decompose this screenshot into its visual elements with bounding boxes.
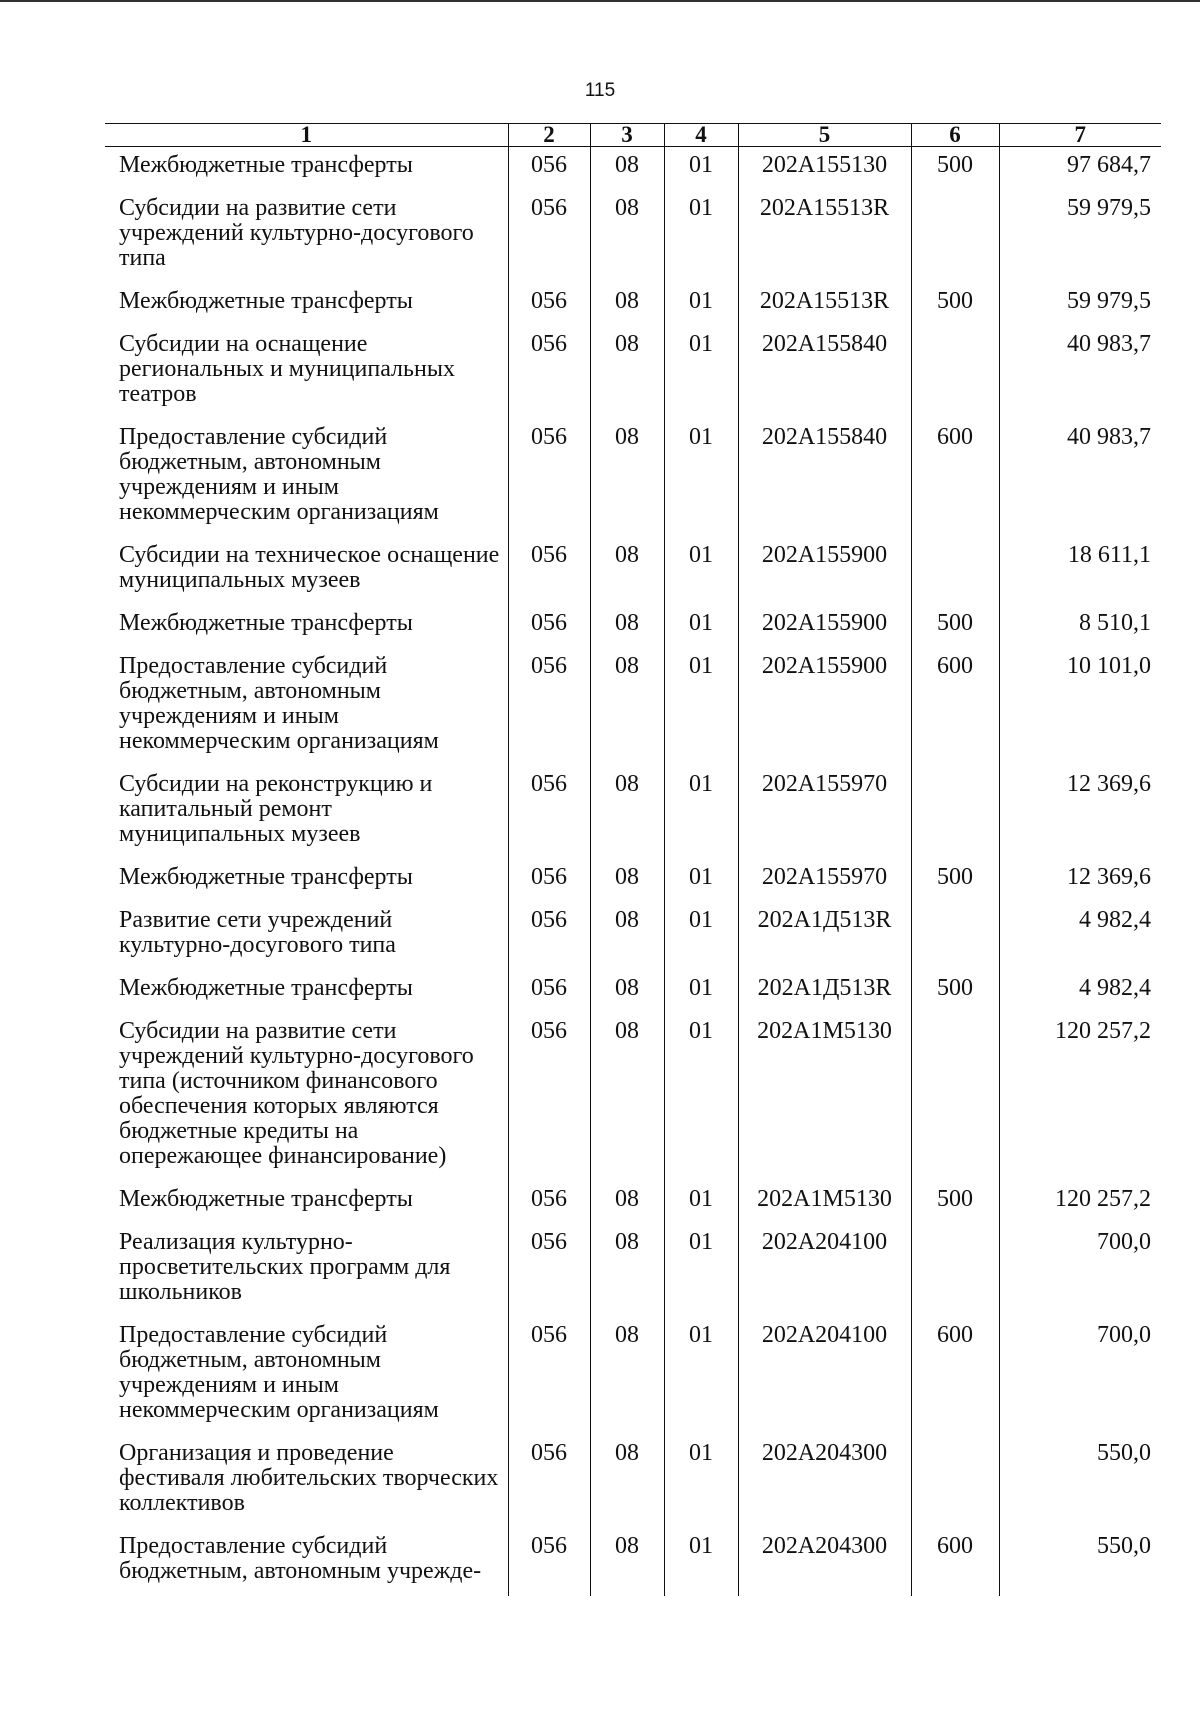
- ministry-code: 056: [508, 326, 590, 419]
- section-code: 08: [590, 283, 664, 326]
- amount: 12 369,6: [999, 859, 1161, 902]
- table-row: [105, 605, 1161, 648]
- expense-type-code: [911, 190, 999, 283]
- expense-type-code: [911, 1013, 999, 1181]
- table-row: [105, 902, 1161, 970]
- section-code: 08: [590, 147, 664, 191]
- target-article-code: 202A1Д513R: [738, 970, 911, 1013]
- subsection-code: 01: [664, 1013, 738, 1181]
- amount: 4 982,4: [999, 970, 1161, 1013]
- target-article-code: 202A155970: [738, 766, 911, 859]
- row-description: Межбюджетные трансферты: [119, 152, 413, 178]
- subsection-code: 01: [664, 1224, 738, 1317]
- section-code: 08: [590, 859, 664, 902]
- subsection-code: 01: [664, 1528, 738, 1596]
- target-article-code: 202A204300: [738, 1528, 911, 1596]
- section-code: 08: [590, 1528, 664, 1596]
- target-article-code: 202A155840: [738, 326, 911, 419]
- expense-type-code: [911, 1224, 999, 1317]
- ministry-code: 056: [508, 147, 590, 191]
- expense-type-code: 600: [911, 1317, 999, 1435]
- row-description: Межбюджетные трансферты: [119, 288, 413, 314]
- subsection-code: 01: [664, 147, 738, 191]
- amount: 550,0: [999, 1435, 1161, 1528]
- header-col-4: 4: [664, 124, 738, 147]
- section-code: 08: [590, 1317, 664, 1435]
- ministry-code: 056: [508, 283, 590, 326]
- budget-table: [105, 123, 1161, 1596]
- target-article-code: 202A155900: [738, 648, 911, 766]
- header-col-6: 6: [911, 124, 999, 147]
- ministry-code: 056: [508, 190, 590, 283]
- section-code: 08: [590, 902, 664, 970]
- amount: 700,0: [999, 1224, 1161, 1317]
- table-row: [105, 283, 1161, 326]
- target-article-code: 202A1M5130: [738, 1013, 911, 1181]
- target-article-code: 202A1M5130: [738, 1181, 911, 1224]
- expense-type-code: [911, 537, 999, 605]
- ministry-code: 056: [508, 1528, 590, 1596]
- section-code: 08: [590, 190, 664, 283]
- subsection-code: 01: [664, 648, 738, 766]
- subsection-code: 01: [664, 1435, 738, 1528]
- page-number: 115: [584, 80, 616, 101]
- row-description: Субсидии на развитие сети учреждений культурно-досугового типа: [119, 195, 474, 271]
- amount: 700,0: [999, 1317, 1161, 1435]
- target-article-code: 202A1Д513R: [738, 902, 911, 970]
- target-article-code: 202A155840: [738, 419, 911, 537]
- expense-type-code: 500: [911, 1181, 999, 1224]
- expense-type-code: [911, 1435, 999, 1528]
- row-description: Предоставление субсидий бюджетным, автономным учреждениям и иным некоммерческим организациям: [119, 653, 439, 754]
- section-code: 08: [590, 419, 664, 537]
- target-article-code: 202A15513R: [738, 190, 911, 283]
- row-description: Субсидии на техническое оснащение муниципальных музеев: [119, 542, 500, 593]
- amount: 97 684,7: [999, 147, 1161, 191]
- header-col-2: 2: [508, 124, 590, 147]
- table-row: [105, 970, 1161, 1013]
- expense-type-code: 500: [911, 605, 999, 648]
- row-description: Организация и проведение фестиваля любительских творческих коллективов: [119, 1440, 499, 1516]
- header-row: [105, 124, 1161, 147]
- amount: 120 257,2: [999, 1181, 1161, 1224]
- row-description: Субсидии на оснащение региональных и муниципальных театров: [119, 331, 455, 407]
- table-row: [105, 1224, 1161, 1317]
- section-code: 08: [590, 1435, 664, 1528]
- target-article-code: 202A204100: [738, 1224, 911, 1317]
- ministry-code: 056: [508, 766, 590, 859]
- section-code: 08: [590, 1181, 664, 1224]
- row-description: Реализация культурно-просветительских программ для школьников: [119, 1229, 451, 1305]
- ministry-code: 056: [508, 1435, 590, 1528]
- table-row: [105, 1013, 1161, 1181]
- target-article-code: 202A155900: [738, 537, 911, 605]
- section-code: 08: [590, 1224, 664, 1317]
- amount: 18 611,1: [999, 537, 1161, 605]
- amount: 10 101,0: [999, 648, 1161, 766]
- expense-type-code: 600: [911, 419, 999, 537]
- ministry-code: 056: [508, 1181, 590, 1224]
- ministry-code: 056: [508, 902, 590, 970]
- expense-type-code: 600: [911, 648, 999, 766]
- subsection-code: 01: [664, 902, 738, 970]
- table-row: [105, 1317, 1161, 1435]
- header-col-5: 5: [738, 124, 911, 147]
- row-description: Субсидии на реконструкцию и капитальный ремонт муниципальных музеев: [119, 771, 433, 847]
- row-description: Межбюджетные трансферты: [119, 864, 413, 890]
- table-row: [105, 537, 1161, 605]
- header-col-1: 1: [105, 124, 508, 147]
- ministry-code: 056: [508, 1317, 590, 1435]
- expense-type-code: 500: [911, 970, 999, 1013]
- row-description: Предоставление субсидий бюджетным, автономным учрежде-: [119, 1533, 482, 1584]
- table-row: [105, 859, 1161, 902]
- ministry-code: 056: [508, 859, 590, 902]
- ministry-code: 056: [508, 419, 590, 537]
- amount: 550,0: [999, 1528, 1161, 1596]
- target-article-code: 202A155900: [738, 605, 911, 648]
- subsection-code: 01: [664, 970, 738, 1013]
- ministry-code: 056: [508, 537, 590, 605]
- table-row: [105, 147, 1161, 191]
- ministry-code: 056: [508, 605, 590, 648]
- amount: 40 983,7: [999, 326, 1161, 419]
- row-description: Предоставление субсидий бюджетным, автономным учреждениям и иным некоммерческим организациям: [119, 424, 439, 525]
- expense-type-code: 500: [911, 859, 999, 902]
- section-code: 08: [590, 326, 664, 419]
- section-code: 08: [590, 537, 664, 605]
- target-article-code: 202A204100: [738, 1317, 911, 1435]
- expense-type-code: [911, 766, 999, 859]
- table-row: [105, 419, 1161, 537]
- table-body: [105, 147, 1161, 1597]
- ministry-code: 056: [508, 970, 590, 1013]
- ministry-code: 056: [508, 1224, 590, 1317]
- target-article-code: 202A155970: [738, 859, 911, 902]
- target-article-code: 202A15513R: [738, 283, 911, 326]
- subsection-code: 01: [664, 1317, 738, 1435]
- section-code: 08: [590, 970, 664, 1013]
- subsection-code: 01: [664, 766, 738, 859]
- amount: 59 979,5: [999, 283, 1161, 326]
- subsection-code: 01: [664, 419, 738, 537]
- ministry-code: 056: [508, 648, 590, 766]
- amount: 8 510,1: [999, 605, 1161, 648]
- amount: 120 257,2: [999, 1013, 1161, 1181]
- section-code: 08: [590, 605, 664, 648]
- section-code: 08: [590, 648, 664, 766]
- row-description: Предоставление субсидий бюджетным, автономным учреждениям и иным некоммерческим организациям: [119, 1322, 439, 1423]
- expense-type-code: 500: [911, 283, 999, 326]
- table-row: [105, 1528, 1161, 1596]
- table-row: [105, 648, 1161, 766]
- table-row: [105, 190, 1161, 283]
- expense-type-code: 600: [911, 1528, 999, 1596]
- header-col-7: 7: [999, 124, 1161, 147]
- row-description: Субсидии на развитие сети учреждений культурно-досугового типа (источником финансового обеспечения которых являются бюджетные кредиты на опережающее финансирование): [119, 1018, 474, 1169]
- amount: 40 983,7: [999, 419, 1161, 537]
- subsection-code: 01: [664, 1181, 738, 1224]
- amount: 59 979,5: [999, 190, 1161, 283]
- page-top-edge: [0, 0, 1200, 2]
- row-description: Межбюджетные трансферты: [119, 975, 413, 1001]
- subsection-code: 01: [664, 326, 738, 419]
- table-row: [105, 766, 1161, 859]
- subsection-code: 01: [664, 605, 738, 648]
- amount: 12 369,6: [999, 766, 1161, 859]
- row-description: Межбюджетные трансферты: [119, 1186, 413, 1212]
- expense-type-code: [911, 326, 999, 419]
- row-description: Развитие сети учреждений культурно-досугового типа: [119, 907, 396, 958]
- subsection-code: 01: [664, 537, 738, 605]
- table-row: [105, 1435, 1161, 1528]
- row-description: Межбюджетные трансферты: [119, 610, 413, 636]
- target-article-code: 202A204300: [738, 1435, 911, 1528]
- header-col-3: 3: [590, 124, 664, 147]
- amount: 4 982,4: [999, 902, 1161, 970]
- table-row: [105, 1181, 1161, 1224]
- subsection-code: 01: [664, 190, 738, 283]
- table-row: [105, 326, 1161, 419]
- section-code: 08: [590, 766, 664, 859]
- ministry-code: 056: [508, 1013, 590, 1181]
- subsection-code: 01: [664, 283, 738, 326]
- section-code: 08: [590, 1013, 664, 1181]
- target-article-code: 202A155130: [738, 147, 911, 191]
- subsection-code: 01: [664, 859, 738, 902]
- expense-type-code: 500: [911, 147, 999, 191]
- expense-type-code: [911, 902, 999, 970]
